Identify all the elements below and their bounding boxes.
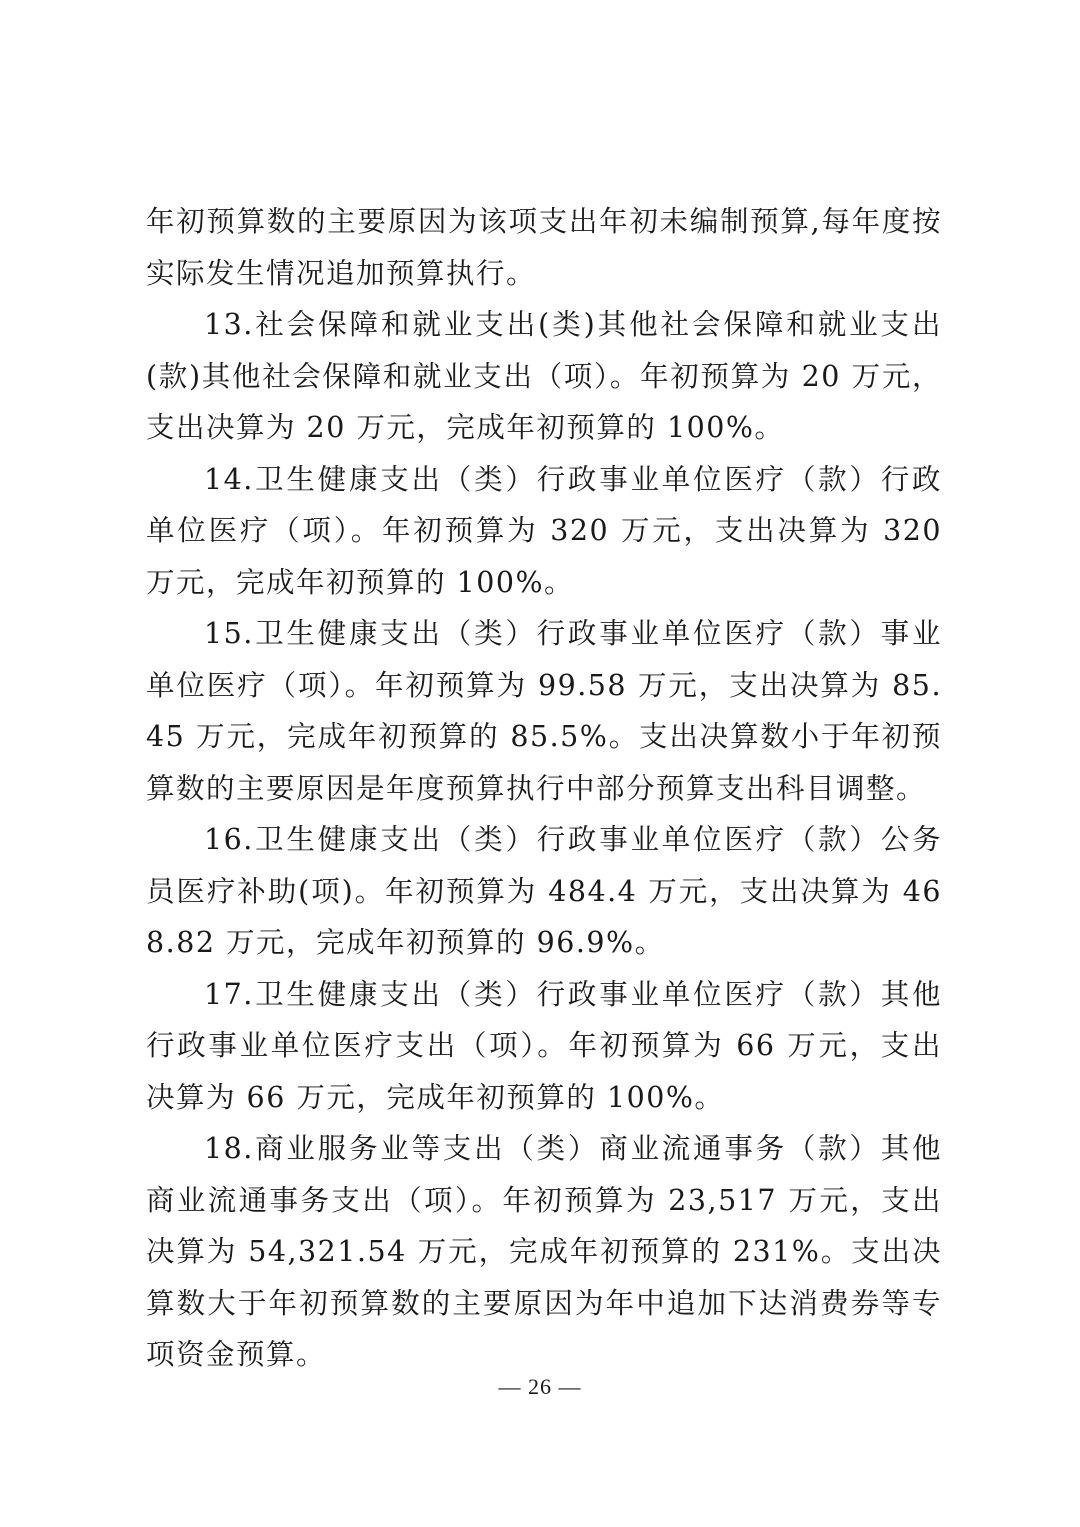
document-body bbox=[146, 196, 942, 1381]
page-number: — 26 — bbox=[498, 1374, 582, 1399]
paragraph-item-18: 18.商业服务业等支出（类）商业流通事务（款）其他商业流通事务支出（项）。年初预算为 23,517 万元，支出决算为 54,321.54 万元，完成年初预算的 231%。支出决算数大于年初预算数的主要原因为年中追加下达消费券等专项资金预算。 bbox=[146, 1132, 942, 1371]
paragraph-continuation: 年初预算数的主要原因为该项支出年初未编制预算,每年度按实际发生情况追加预算执行。 bbox=[146, 205, 942, 290]
paragraph-item-17: 17.卫生健康支出（类）行政事业单位医疗（款）其他行政事业单位医疗支出（项）。年初预算为 66 万元，支出决算为 66 万元，完成年初预算的 100%。 bbox=[146, 977, 942, 1114]
paragraph-item-14: 14.卫生健康支出（类）行政事业单位医疗（款）行政单位医疗（项）。年初预算为 320 万元，支出决算为 320 万元，完成年初预算的 100%。 bbox=[146, 462, 942, 599]
paragraph-item-16: 16.卫生健康支出（类）行政事业单位医疗（款）公务员医疗补助(项)。年初预算为 484.4 万元，支出决算为 468.82 万元，完成年初预算的 96.9%。 bbox=[146, 823, 942, 959]
paragraph-item-15: 15.卫生健康支出（类）行政事业单位医疗（款）事业单位医疗（项）。年初预算为 99.58 万元，支出决算为 85.45 万元，完成年初预算的 85.5%。支出决算数小于年初预算数的主要原因是年度预算执行中部分预算支出科目调整。 bbox=[146, 617, 942, 805]
paragraph-item-13: 13.社会保障和就业支出(类)其他社会保障和就业支出(款)其他社会保障和就业支出（项）。年初预算为 20 万元，支出决算为 20 万元，完成年初预算的 100%。 bbox=[146, 308, 942, 444]
